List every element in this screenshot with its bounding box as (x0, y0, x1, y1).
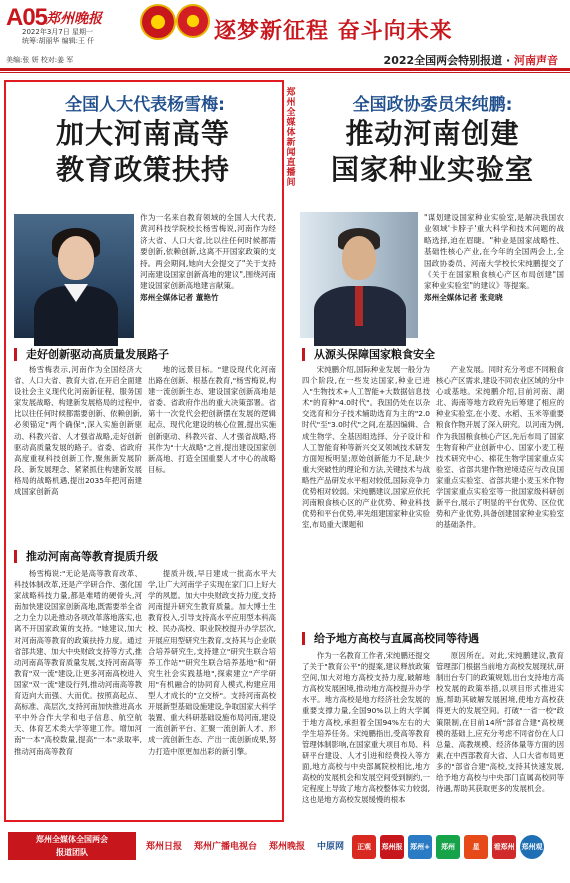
vstrip-char: 闻 (286, 148, 296, 158)
masthead (0, 0, 570, 70)
right-article-title (300, 116, 565, 188)
right-section2-heading: 给予地方高校与直属高校同等待遇 (302, 632, 479, 645)
vstrip-char: 州 (286, 98, 296, 108)
logo-zhengzhou-plus[interactable]: 郑州+ (408, 835, 432, 859)
left-section1-col1 (14, 364, 142, 540)
right-title-line-2: 国家种业实验室 (330, 153, 534, 186)
special-report-line (384, 52, 558, 68)
footer-tag-line-2: 报道团队 (56, 848, 88, 857)
paper-brand: 郑州晚报 (46, 11, 102, 27)
paragraph: 作为一名教育工作者,宋纯鹏还提交了关于"教育公平"的提案,建议释放政策空间,加大对地方高校支持力度,破解地方高校发展困境,推动地方高校提升办学水平。地方高校是地方经济社会发展的重要支撑力量,全国90%以上的大学属于地方高校,承担着全国94%左右的大学生培养任务。宋纯鹏指出,受高等教育管理体制影响,在国家重大项目布局、科研平台建设、人才引进和经费投入等方面,地方高校与中央部属院校相比,地方高校的发展机会和发展空间受到制约,一定程度上导致了地方高校整体实力较弱,这也是地方高校发展缓慢的根本 (302, 651, 431, 805)
right-article-intro (424, 212, 564, 342)
editor-line: 统筹:胡丽华 编辑:王 仟 (22, 37, 95, 45)
vstrip-char: 媒 (286, 118, 296, 128)
cppcc-emblem-icon (176, 4, 210, 38)
national-emblem-icon (140, 4, 176, 40)
right-section1-heading: 从源头保障国家粮食安全 (302, 348, 435, 361)
vstrip-char: 间 (286, 178, 296, 188)
logo-zhengzhou-tv[interactable]: 郑州广播电视台 (194, 842, 258, 852)
logo-zhengzhou-paper[interactable]: 郑州报 (380, 835, 404, 859)
proof-line: 美编:张 妍 校对:姜 军 (6, 56, 74, 64)
right-intro-text: "谋划建设国家种业实验室,是解决我国农业领域'卡脖子'重大科学和技术问题的战略选择,迫在眉睫。"种业是国家战略性、基础性核心产业,在今年的全国两会上,全国政协委员、河南大学校长宋纯鹏提交了《关于在国家粮食核心产区布局创建"国家种业实验室"的建议》等提案。 (424, 213, 564, 291)
right-section1-col2 (436, 364, 564, 614)
left-section1-heading: 走好创新驱动高质量发展路子 (14, 348, 169, 361)
portrait-photo-yang-xuemei (14, 214, 134, 338)
vstrip-char: 郑 (286, 88, 296, 98)
right-article-subtitle: 全国政协委员宋纯鹏: (352, 95, 513, 115)
logo-zhengzhou-evening[interactable]: 郑州晚报 (269, 842, 306, 852)
masthead-rule (0, 68, 570, 71)
left-section2-col1 (14, 568, 142, 816)
footer (0, 826, 570, 875)
right-section2-col1 (302, 650, 430, 820)
left-article-subtitle: 全国人大代表杨雪梅: (65, 95, 225, 115)
portrait-photo-song-chunpeng (300, 212, 418, 338)
left-article-intro (140, 212, 276, 342)
vstrip-char: 全 (286, 108, 296, 118)
vertical-column-label (285, 88, 297, 288)
special-report-tag: 河南声音 (514, 54, 558, 67)
left-section1-col2 (148, 364, 276, 540)
left-section2-heading: 推动河南高等教育提质升级 (14, 550, 158, 563)
left-title-line-2: 教育政策扶持 (55, 153, 230, 186)
paragraph: 杨雪梅说:"无论是高等教育改革、科技体制改革,还是产学研合作、强化国家战略科技力量,都是难啃的硬骨头,河南加快建设国家创新高地,既需要举全省之力全力以赴推动各项改革落地落实,也离不开国家政策的支持。"她建议,加大对河南高等教育的政策扶持力度。通过省部共建、加大中央财政支持等方式,推动河南高等教育质量发展,支持河南高等教育"双一流"建设,让更多河南高校进入国家"双一流"建设行列,推动河南高等教育迈向大而强、大而优。按照高起点、高标准、高层次,支持河南加快推进高水平中外合作大学和电子信息、航空航天、体育艺术类大学等建工作。增加河南"一本"高校数量,提高"一本"录取率,推动河南高等教育 (14, 569, 142, 756)
logo-kan-zhengzhou[interactable]: 看郑州 (492, 835, 516, 859)
logo-zynews[interactable]: 中原网 (317, 842, 345, 852)
media-logos (142, 834, 544, 875)
slogan: 逐梦新征程 奋斗向未来 (214, 19, 453, 44)
issue-meta (22, 28, 94, 46)
left-byline: 郑州全媒体记者 董艳竹 (140, 292, 219, 302)
vstrip-char: 播 (286, 168, 296, 178)
paragraph: 原因所在。对此,宋纯鹏建议,教育管理部门根据当前地方高校发展现状,研制出台专门的政策规划,出台支持地方高校发展的政策举措,以项目形式推进实施,帮助其破解发展困境,使地方高校获得更大的发展空间。打破"一省一校"政策限制,在目前14所"部省合建"高校规模的基础上,应充分考虑不同省份在人口总量、高教规模、经济体量等方面的因素,在中西部教育大省、人口大省布局更多的"部省合建"高校,支持其快速发展,给予地方高校与中央部门直属高校同等待遇,帮助其获取更多的发展机会。 (436, 651, 564, 794)
left-title-line-1: 加大河南高等 (55, 117, 230, 150)
paragraph: 宋纯鹏介绍,国际种业发展一般分为四个阶段,在一些发达国家,种业已进入"生物技术+人工智能+大数据信息技术"的育种"4.0时代"。我国仍处在以杂交选育和分子技术辅助选育为主的"2.0时代"至"3.0时代"之间,在基因编辑、合成生物学、全基因组选择、分子设计和人工智能育种等新兴交叉领域技术研发方面短板明显;原始创新能力不足,缺少重大突破性的理论和方法,关键技术与战略性产品研发水平相对较低,国际竞争力优势相对较弱。宋纯鹏建议,国家应依托河南粮食核心区的产业优势、种业科技优势和平台优势,率先组建国家种业实验室,布局重大课题和 (302, 365, 431, 530)
masthead-rule-thin (0, 72, 570, 73)
logo-zhengzhou-daily[interactable]: 郑州日报 (146, 842, 183, 852)
paragraph: 产业发展。同时充分考虑不同粮食核心产区需求,建设不同农业区域的分中心或基地。宋纯鹏介绍,目前河南、湖北、海南等地方政府先后筹建了相应的种业实验室,在小麦、水稻、玉米等重要粮食作物开展了深入研究。以河南为例,作为我国粮食核心产区,先后布局了国家生物育种产业创新中心、国家小麦工程技术研究中心、棉花生物学国家重点实验室、省部共建作物逆境适应与改良国家重点实验室、省部共建小麦玉米作物学国家重点实验室等一批国家级科研创新平台,展示了明显的平台优势、区位优势和产业优势,具备创建国家种业实验室的基础条件。 (436, 365, 564, 530)
vstrip-char: 直 (286, 158, 296, 168)
logo-zhengzhou-app[interactable]: 郑州 (436, 835, 460, 859)
paragraph: 地的远景目标。"建设现代化河南出路在创新、根基在教育,"杨雪梅说,构建一流创新生态、建设国家创新高地是省委、省政府作出的重大决策部署。省第十一次党代会把创新摆在发展的逻辑起点、现代化建设的核心位置,提出实施创新驱动、科教兴省、人才强省战略,将其作为"十大战略"之首,提出建设国家创新高地、打造全国重要人才中心的战略目标。 (148, 365, 276, 474)
page-code: A05 (6, 4, 48, 31)
right-section2-col2 (436, 650, 564, 820)
footer-tag-line-1: 郑州全媒体全国两会 (36, 835, 108, 844)
right-byline: 郑州全媒体记者 张竞晓 (424, 292, 503, 302)
paragraph: 提质升级,早日建成一批高水平大学,让广大河南学子实现在家门口上好大学的夙愿。加大中央财政支持力度,支持河南提升研究生教育质量。加大博士生教育投入,引导支持高水平应用型本科高校、民办高校、职业院校提升办学层次,开展应用型研究生教育,支持其与企业联合培养研究生,支持建立"研究生联合培养工作站""研究生联合培养基地"和"研究生社会实践基地",探索建立"产学研用"有机融合的协同育人模式,构建应用型人才成长的"立交桥"。支持河南高校开展新型基础设施建设,争取国家大科学装置、重大科研基础设施布局河南,建设一流创新平台、汇聚一流创新人才、形成一流创新生态、产出一流创新成果,努力打造中原更加出彩的新引擎。 (148, 569, 276, 756)
footer-team-tag (8, 832, 136, 860)
logo-zhengzhou-observe[interactable]: 郑州观察 (520, 835, 544, 859)
vstrip-char: 新 (286, 138, 296, 148)
left-article-title (10, 116, 276, 188)
vstrip-char: 体 (286, 128, 296, 138)
logo-star[interactable]: 星 (464, 835, 488, 859)
right-title-line-1: 推动河南创建 (345, 117, 520, 150)
special-report-prefix: 2022全国两会特别报道 · (383, 54, 514, 67)
left-intro-text: 作为一名来自教育领域的全国人大代表,黄河科技学院校长杨雪梅说,河南作为经济大省、人口大省,比以往任何时候都需要创新,依赖创新,这离不开国家政策的支持。两会期间,她向大会提交了"关于支持河南建设国家创新高地的建议",围绕河南建设国家创新高地建言献策。 (140, 213, 276, 291)
logo-zhengguan[interactable]: 正观 (352, 835, 376, 859)
left-section2-col2 (148, 568, 276, 816)
right-section1-col1 (302, 364, 430, 614)
paragraph: 杨雪梅表示,河南作为全国经济大省、人口大省、教育大省,在开启全面建设社会主义现代化河南新征程、服务国家发展战略、构建新发展格局的过程中,比以往任何时候都需要创新、依赖创新,必须锚定"两个确保",深入实施创新驱动、科教兴省、人才强省战略,走好创新驱动高质量发展的路子。省委、省政府高度重视科技创新工作,聚焦新发展阶段、新发展理念、紧紧抓住构建新发展格局的战略机遇,提出2035年把河南建成国家创新高 (14, 365, 142, 497)
date-line: 2022年3月7日 星期一 (22, 28, 93, 36)
